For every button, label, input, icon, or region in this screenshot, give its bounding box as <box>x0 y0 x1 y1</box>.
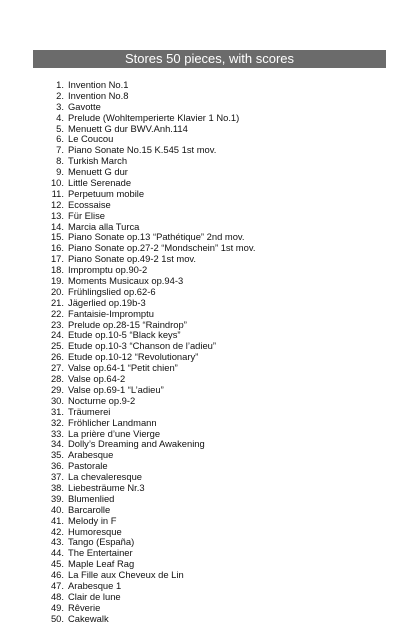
piece-title: Prelude (Wohltemperierte Klavier 1 No.1) <box>68 111 240 123</box>
piece-title: Valse op.69-1 “L’adieu” <box>68 383 164 395</box>
piece-number: 47. <box>50 579 64 591</box>
piece-number: 30. <box>50 394 64 406</box>
piece-number: 17. <box>50 253 64 265</box>
piece-number: 31. <box>50 405 64 417</box>
piece-title: Menuett G dur BWV.Anh.114 <box>68 122 188 134</box>
piece-number: 4. <box>56 111 64 123</box>
piece-number: 40. <box>50 503 64 515</box>
piece-title: Maple Leaf Rag <box>68 558 135 570</box>
piece-title: The Entertainer <box>68 547 133 559</box>
piece-title: Nocturne op.9-2 <box>68 394 136 406</box>
list-item <box>0 309 420 320</box>
piece-title: Le Coucou <box>68 133 114 145</box>
piece-number: 28. <box>50 373 64 385</box>
list-item <box>0 407 420 418</box>
list-item <box>0 614 420 625</box>
piece-number: 26. <box>50 351 64 363</box>
piece-number: 3. <box>56 100 64 112</box>
list-item <box>0 113 420 124</box>
piece-title: Etude op.10-12 “Revolutionary” <box>68 351 199 363</box>
piece-number: 41. <box>50 514 64 526</box>
piece-number: 14. <box>50 220 64 232</box>
piece-number: 12. <box>50 198 64 210</box>
piece-title: Arabesque 1 <box>68 579 122 591</box>
piece-title: Valse op.64-2 <box>68 373 126 385</box>
piece-title: Tango (España) <box>68 536 135 548</box>
piece-title: Menuett G dur <box>68 166 128 178</box>
piece-number: 39. <box>50 492 64 504</box>
piece-title: Melody in F <box>68 514 117 526</box>
piece-number: 25. <box>50 340 64 352</box>
piece-title: Piano Sonate op.13 “Pathétique” 2nd mov. <box>68 231 245 243</box>
piece-title: La Fille aux Cheveux de Lin <box>68 569 184 581</box>
piece-title: Pastorale <box>68 460 108 472</box>
piece-title: Invention No.1 <box>68 79 129 90</box>
piece-title: Piano Sonate op.49-2 1st mov. <box>68 253 197 265</box>
piece-title: Dolly’s Dreaming and Awakening <box>68 438 205 450</box>
piece-number: 10. <box>50 177 64 189</box>
piece-number: 13. <box>50 209 64 221</box>
piece-title: Träumerei <box>68 405 111 417</box>
piece-title: Perpetuum mobile <box>68 187 145 199</box>
piece-number: 29. <box>50 383 64 395</box>
piece-title: Ecossaise <box>68 198 111 210</box>
piece-title: La prière d’une Vierge <box>68 427 161 439</box>
piece-title: Prelude op.28-15 “Raindrop” <box>68 318 187 330</box>
piece-title: Invention No.8 <box>68 89 129 101</box>
piece-title: Barcarolle <box>68 503 111 515</box>
piece-title: Valse op.64-1 “Petit chien” <box>68 362 178 374</box>
piece-title: Piano Sonate op.27-2 “Mondschein” 1st mov. <box>68 242 256 254</box>
piece-number: 20. <box>50 285 64 297</box>
piece-number: 37. <box>50 471 64 483</box>
piece-number: 45. <box>50 558 64 570</box>
piece-title: Gavotte <box>68 100 101 112</box>
list-item <box>0 505 420 516</box>
piece-number: 7. <box>56 144 64 156</box>
piece-list <box>0 80 420 625</box>
piece-number: 18. <box>50 264 64 276</box>
piece-number: 5. <box>56 122 64 134</box>
piece-title: Blumenlied <box>68 492 115 504</box>
piece-number: 2. <box>56 89 64 101</box>
piece-title: Moments Musicaux op.94-3 <box>68 275 184 287</box>
piece-number: 46. <box>50 569 64 581</box>
piece-title: Turkish March <box>68 155 128 167</box>
piece-title: Für Elise <box>68 209 105 221</box>
piece-number: 8. <box>56 155 64 167</box>
piece-number: 9. <box>56 166 64 178</box>
header-bar <box>33 50 386 68</box>
list-item <box>0 211 420 222</box>
piece-number: 11. <box>51 187 64 199</box>
piece-number: 1. <box>56 79 64 90</box>
piece-title: Arabesque <box>68 449 114 461</box>
piece-number: 22. <box>50 307 64 319</box>
piece-title: Impromptu op.90-2 <box>68 264 148 276</box>
piece-title: Jägerlied op.19b-3 <box>68 296 146 308</box>
piece-title: Fantaisie-Impromptu <box>68 307 154 319</box>
piece-number: 36. <box>50 460 64 472</box>
piece-title: Clair de lune <box>68 590 121 602</box>
piece-number: 32. <box>50 416 64 428</box>
piece-number: 21. <box>50 296 64 308</box>
piece-number: 35. <box>50 449 64 461</box>
piece-number: 16. <box>50 242 64 254</box>
piece-number: 24. <box>50 329 64 341</box>
piece-title: Little Serenade <box>68 177 132 189</box>
piece-title: Cakewalk <box>68 612 109 624</box>
piece-title: Frühlingslied op.62-6 <box>68 285 156 297</box>
piece-number: 6. <box>56 133 64 145</box>
piece-number: 19. <box>50 275 64 287</box>
piece-title: Liebesträume Nr.3 <box>68 481 145 493</box>
piece-title: Piano Sonate No.15 K.545 1st mov. <box>68 144 217 156</box>
piece-title: Rêverie <box>68 601 101 613</box>
list-item <box>0 516 420 527</box>
piece-number: 38. <box>50 481 64 493</box>
piece-title: Fröhlicher Landmann <box>68 416 157 428</box>
piece-number: 23. <box>50 318 64 330</box>
piece-number: 33. <box>50 427 64 439</box>
list-item <box>0 418 420 429</box>
piece-number: 44. <box>50 547 64 559</box>
piece-number: 48. <box>50 590 64 602</box>
piece-title: Marcia alla Turca <box>68 220 140 232</box>
piece-title: Etude op.10-5 “Black keys” <box>68 329 181 341</box>
piece-number: 27. <box>50 362 64 374</box>
piece-title: Humoresque <box>68 525 122 537</box>
list-item <box>0 603 420 614</box>
header-title: Stores 50 pieces, with scores <box>124 51 295 66</box>
piece-number: 34. <box>50 438 64 450</box>
piece-number: 42. <box>50 525 64 537</box>
piece-title: La chevaleresque <box>68 471 143 483</box>
piece-number: 50. <box>50 612 64 624</box>
piece-number: 15. <box>50 231 64 243</box>
piece-title: Etude op.10-3 “Chanson de l’adieu” <box>68 340 217 352</box>
piece-number: 43. <box>50 536 64 548</box>
piece-number: 49. <box>50 601 64 613</box>
